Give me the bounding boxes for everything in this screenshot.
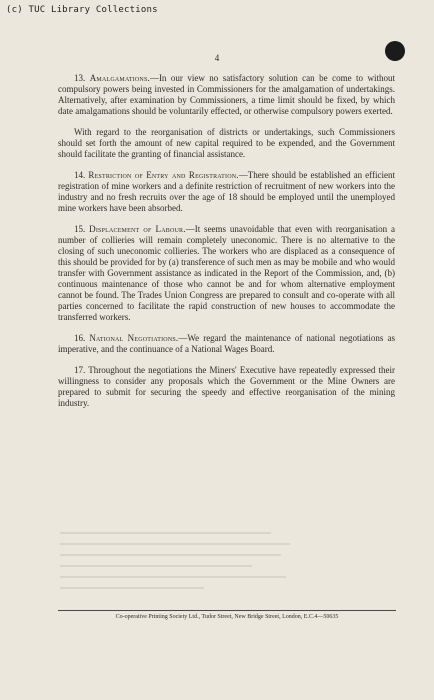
paragraph-text: With regard to the reorganisation of districts or undertakings, such Commissioners should set forth the amount of new capital required to be expended, and the Government should facilitate the granting of financial assistance. — [58, 127, 395, 159]
paragraph-number: 17. — [74, 365, 86, 375]
paragraph-13 — [58, 73, 395, 117]
document-body — [58, 73, 395, 419]
paragraph-15 — [58, 224, 395, 323]
paragraph-text: —There should be established an efficient registration of mine workers and a definite restriction of recruitment of new workers into the industry and no fresh recruits over the age of 18 should be employed until the unemployed mine workers have been absorbed. — [58, 170, 395, 213]
footer-rule — [58, 610, 396, 611]
paragraph-16 — [58, 333, 395, 355]
paragraph-number: 16. — [74, 333, 86, 343]
paragraph-13-continued — [58, 127, 395, 160]
paragraph-heading: Displacement of Labour. — [89, 224, 186, 234]
page-number: 4 — [214, 53, 220, 63]
printer-imprint: Co-operative Printing Society Ltd., Tudor Street, New Bridge Street, London, E.C.4—50635 — [115, 614, 339, 620]
bleed-through-text — [60, 532, 300, 598]
paragraph-17 — [58, 365, 395, 409]
paragraph-heading: Amalgamations. — [89, 73, 150, 83]
collection-watermark: (c) TUC Library Collections — [6, 5, 158, 15]
paragraph-number: 13. — [74, 73, 86, 83]
paragraph-14 — [58, 170, 395, 214]
paragraph-heading: National Negotiations. — [89, 333, 179, 343]
paragraph-number: 14. — [74, 170, 86, 180]
paragraph-text: —We regard the maintenance of national negotiations as imperative, and the continuance of a National Wages Board. — [58, 333, 395, 354]
paragraph-text: —It seems unavoidable that even with reorganisation a number of collieries will remain completely uneconomic. There is no alternative to the closing of such uneconomic collieries. The workers who are displaced as a consequence of this should be provided for by (a) transference of such men as may be mobile and who would transfer with Government assistance as indicated in the Report of the Commission, and, (b) continuous maintenance of those who cannot be and for whom alternative employment cannot be found. The Trades Union Congress are prepared to consult and co-operate with all parties concerned to facilitate the rapid construction of new houses to accommodate the transferred workers. — [58, 224, 396, 322]
paragraph-number: 15. — [74, 224, 86, 234]
paragraph-text: —In our view no satisfactory solution can be come to without compulsory powers being invested in Commissioners for the amalgamation of undertakings. Alternatively, after examination by Commissioners, a time limit should be fixed, by which date amalgamations should be voluntarily effected, or otherwise compulsory powers exerted. — [58, 73, 396, 116]
paragraph-heading: Restriction of Entry and Registration. — [88, 170, 239, 180]
paragraph-text: Throughout the negotiations the Miners' Executive have repeatedly expressed their willingness to consider any proposals which the Government or the Mine Owners are prepared to submit for securing the speedy and effective reorganisation of the mining industry. — [58, 365, 395, 408]
